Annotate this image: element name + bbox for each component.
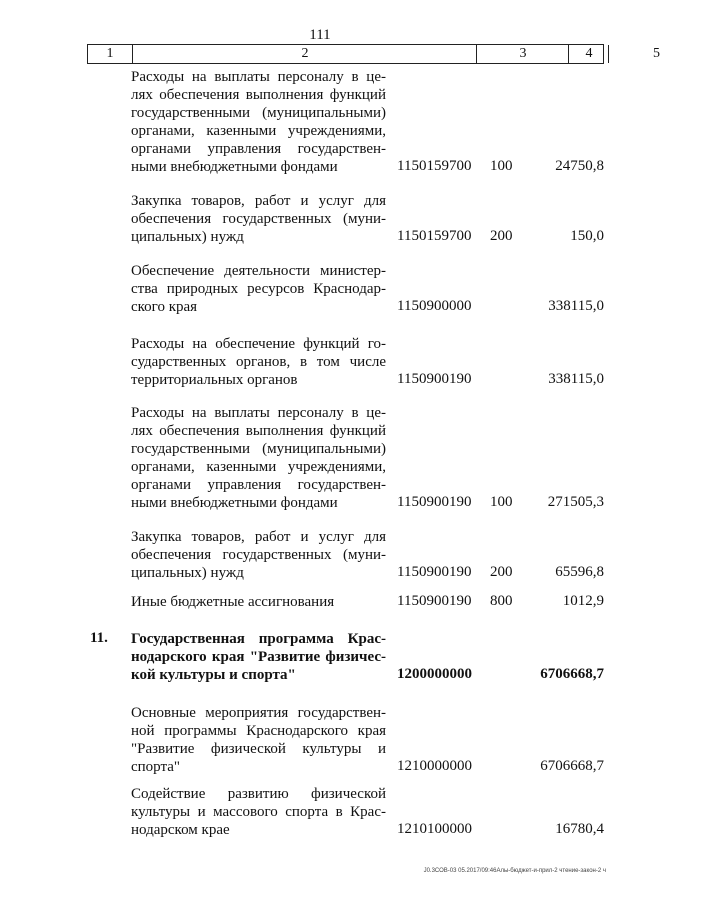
column-header: 3 — [476, 45, 569, 63]
description-line: органами, казенными учреждениями, — [131, 123, 386, 139]
row-description — [131, 528, 386, 582]
description-line: территориальных органов — [131, 372, 298, 388]
target-article-code: 1150900190 — [397, 564, 472, 580]
description-line: лях обеспечения выполнения функций — [131, 423, 386, 439]
target-article-code: 1210000000 — [397, 758, 472, 774]
row-description — [131, 630, 386, 684]
row-description — [131, 404, 386, 512]
target-article-code: 1150159700 — [397, 158, 472, 174]
description-line: Обеспечение деятельности министер- — [131, 263, 386, 279]
expense-type-code: 200 — [490, 228, 513, 244]
description-line: Расходы на обеспечение функций го- — [131, 336, 386, 352]
amount-value: 6706668,7 — [540, 666, 604, 682]
description-line: органами, казенными учреждениями, — [131, 459, 386, 475]
row-description — [131, 192, 386, 246]
amount-value: 1012,9 — [562, 593, 604, 609]
page-number: 111 — [309, 27, 331, 43]
description-line: обеспечения государственных (муни- — [131, 547, 386, 563]
description-line: культуры и массового спорта в Крас- — [131, 804, 386, 820]
row-description — [131, 335, 386, 389]
target-article-code: 1200000000 — [397, 666, 472, 682]
description-line: ной программы Краснодарского края — [131, 723, 386, 739]
description-line: Закупка товаров, работ и услуг для — [131, 529, 386, 545]
target-article-code: 1150159700 — [397, 228, 472, 244]
amount-value: 6706668,7 — [540, 758, 604, 774]
description-line: органами управления государствен- — [131, 477, 386, 493]
description-line: государственными (муниципальными) — [131, 105, 386, 121]
description-line: ципальных) нужд — [131, 565, 244, 581]
expense-type-code: 100 — [490, 494, 513, 510]
row-description — [131, 262, 386, 316]
description-line: органами управления государствен- — [131, 141, 386, 157]
expense-type-code: 800 — [490, 593, 513, 609]
description-line: спорта" — [131, 759, 181, 775]
description-line: ными внебюджетными фондами — [131, 495, 338, 511]
column-header: 5 — [608, 45, 704, 63]
target-article-code: 1150900190 — [397, 494, 472, 510]
description-line: Расходы на выплаты персоналу в це- — [131, 405, 386, 421]
table-header — [87, 44, 660, 64]
amount-value: 338115,0 — [548, 298, 604, 314]
row-description — [131, 593, 386, 611]
description-line: Основные мероприятия государствен- — [131, 705, 386, 721]
description-line: Государственная программа Крас- — [131, 631, 386, 647]
description-line: ципальных) нужд — [131, 229, 244, 245]
column-header: 2 — [132, 45, 477, 63]
amount-value: 150,0 — [570, 228, 604, 244]
amount-value: 65596,8 — [555, 564, 604, 580]
description-line: Содействие развитию физической — [131, 786, 386, 802]
amount-value: 16780,4 — [555, 821, 604, 837]
description-line: ского края — [131, 299, 198, 315]
target-article-code: 1150900000 — [397, 298, 472, 314]
description-line: "Развитие физической культуры и — [131, 741, 386, 757]
expense-type-code: 200 — [490, 564, 513, 580]
target-article-code: 1150900190 — [397, 593, 472, 609]
amount-value: 338115,0 — [548, 371, 604, 387]
row-description — [131, 785, 386, 839]
expense-type-code: 100 — [490, 158, 513, 174]
description-line: государственными (муниципальными) — [131, 441, 386, 457]
description-line: ными внебюджетными фондами — [131, 159, 338, 175]
description-line: лях обеспечения выполнения функций — [131, 87, 386, 103]
description-line: Иные бюджетные ассигнования — [131, 594, 335, 610]
target-article-code: 1210100000 — [397, 821, 472, 837]
description-line: сударственных органов, в том числе — [131, 354, 386, 370]
footer-filename: J0.3СОВ-03 05.2017/09:46Алы-бюджет-и-прил-2 чтение-закон-2 ч — [423, 868, 606, 874]
amount-value: 24750,8 — [555, 158, 604, 174]
row-description — [131, 68, 386, 176]
description-line: нодарского края "Развитие физичес- — [131, 649, 386, 665]
amount-value: 271505,3 — [547, 494, 604, 510]
row-description — [131, 704, 386, 776]
description-line: кой культуры и спорта" — [131, 667, 296, 683]
description-line: Расходы на выплаты персоналу в це- — [131, 69, 386, 85]
row-number: 11. — [90, 630, 108, 646]
description-line: обеспечения государственных (муни- — [131, 211, 386, 227]
description-line: нодарском крае — [131, 822, 230, 838]
target-article-code: 1150900190 — [397, 371, 472, 387]
description-line: Закупка товаров, работ и услуг для — [131, 193, 386, 209]
description-line: ства природных ресурсов Краснодар- — [131, 281, 386, 297]
column-header: 1 — [106, 46, 114, 61]
column-header: 4 — [568, 45, 609, 63]
